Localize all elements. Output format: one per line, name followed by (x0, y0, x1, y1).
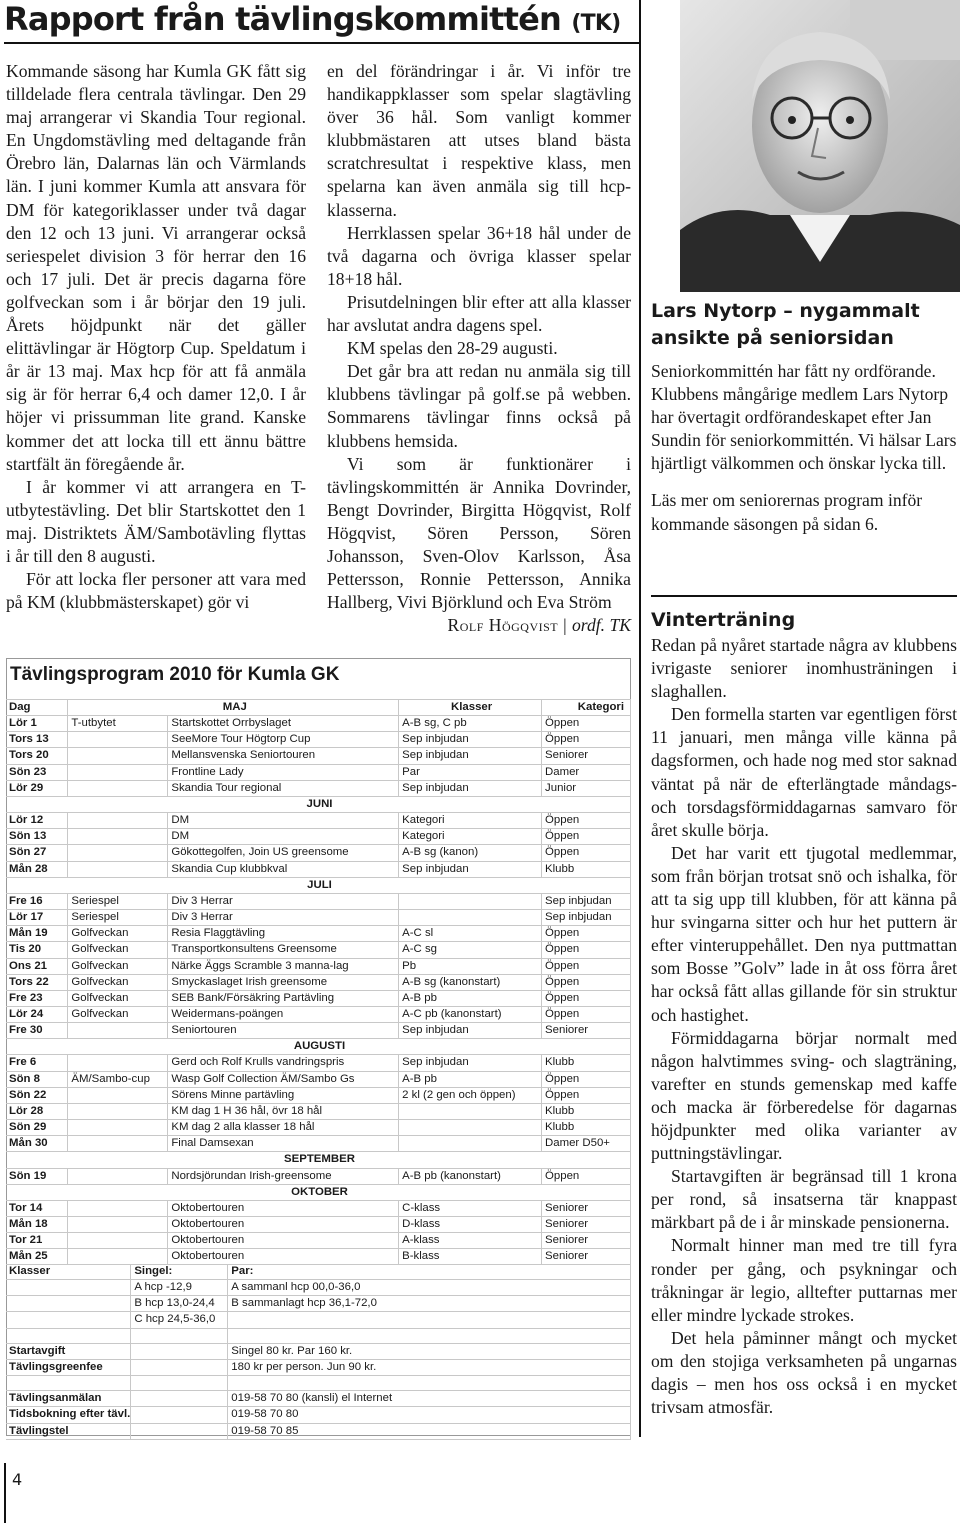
table-cell: Sep inbjudan (399, 1055, 542, 1071)
table-cell (68, 1217, 168, 1233)
table-cell: Sep inbjudan (542, 910, 631, 926)
table-cell (68, 1120, 168, 1136)
table-row (6, 861, 631, 877)
table-cell (68, 845, 168, 861)
table-row (6, 1168, 631, 1184)
article-paragraph: Prisutdelningen blir efter att alla klasser har avslutat andra dagens spel. (327, 291, 631, 336)
table-row (6, 1023, 631, 1039)
table-cell: Tor 21 (6, 1233, 68, 1249)
table-cell (68, 861, 168, 877)
sidebar-rule (651, 595, 957, 597)
table-row (6, 974, 631, 990)
table-cell: Golfveckan (68, 958, 168, 974)
table-cell: Oktobertouren (168, 1249, 399, 1265)
table-cell: Sön 22 (6, 1087, 68, 1103)
winter-paragraph: Den formella starten var egentligen först 11 januari, men många ville känna på dagsformen, och hade nog med stor saknad väntat på när de efterlängtade måndags- och torsdagsförmiddagarnas samvaro för året skulle börja. (651, 704, 957, 840)
program-info-table (6, 1264, 631, 1440)
article-paragraph: I år kommer vi att arrangera en T-utbytestävling. Det blir Startskottet den 1 maj. Distriktets ÄM/Sambotävling flyttas i år till den 8 augusti. (6, 476, 306, 566)
table-cell: Sön 13 (6, 829, 68, 845)
table-cell: Startskottet Orrbyslaget (168, 716, 399, 732)
info-cell (131, 1376, 228, 1391)
table-cell: Damer (542, 764, 631, 780)
month-row (6, 1184, 631, 1200)
info-cell (6, 1376, 131, 1391)
table-cell: Resia Flaggtävling (168, 926, 399, 942)
title-tag: (TK) (571, 11, 621, 36)
table-cell: Kategori (399, 813, 542, 829)
table-cell: Sön 8 (6, 1071, 68, 1087)
table-cell: Tors 13 (6, 732, 68, 748)
column-header: Klasser (399, 700, 542, 716)
info-row (6, 1328, 631, 1343)
table-cell: Pb (399, 958, 542, 974)
portrait-illustration (680, 0, 960, 292)
table-cell: Klubb (542, 861, 631, 877)
table-cell: Närke Äggs Scramble 3 manna-lag (168, 958, 399, 974)
table-cell: Seriespel (68, 910, 168, 926)
table-cell: Damer D50+ (542, 1136, 631, 1152)
info-cell: B sammanlagt hcp 36,1-72,0 (228, 1296, 631, 1312)
info-row (6, 1264, 631, 1280)
table-row (6, 1136, 631, 1152)
info-cell: Klasser (6, 1264, 131, 1280)
table-cell: Sep inbjudan (399, 732, 542, 748)
table-row (6, 764, 631, 780)
table-cell: Tors 22 (6, 974, 68, 990)
table-cell: Golfveckan (68, 990, 168, 1006)
table-cell: Öppen (542, 829, 631, 845)
table-cell (68, 1023, 168, 1039)
month-label: AUGUSTI (6, 1039, 631, 1055)
column-header: MAJ (68, 700, 399, 716)
table-cell: Lör 28 (6, 1103, 68, 1119)
table-row (6, 716, 631, 732)
table-cell: 2 kl (2 gen och öppen) (399, 1087, 542, 1103)
table-cell: Öppen (542, 845, 631, 861)
table-cell: A-klass (399, 1233, 542, 1249)
signature-name: Rolf Högqvist (447, 615, 559, 636)
senior-heading: Lars Nytorp – nygammalt ansikte på seniorsidan (651, 300, 920, 349)
table-cell (399, 1103, 542, 1119)
table-cell (68, 813, 168, 829)
table-cell: Weidermans-poängen (168, 1006, 399, 1022)
info-row (6, 1376, 631, 1391)
info-cell (6, 1328, 131, 1343)
table-row (6, 1087, 631, 1103)
info-cell (228, 1328, 631, 1343)
table-cell: A-B pb (399, 990, 542, 1006)
table-cell: DM (168, 829, 399, 845)
table-cell: Golfveckan (68, 1006, 168, 1022)
table-cell: SeeMore Tour Högtorp Cup (168, 732, 399, 748)
table-row (6, 958, 631, 974)
table-cell: Kategori (399, 829, 542, 845)
table-cell: KM dag 1 H 36 hål, övr 18 hål (168, 1103, 399, 1119)
info-cell: Tävlingsanmälan (6, 1391, 131, 1407)
table-cell: Öppen (542, 1071, 631, 1087)
program-title: Tävlingsprogram 2010 för Kumla GK (10, 664, 340, 685)
table-cell: Seriespel (68, 893, 168, 909)
info-cell: Tidsbokning efter tävl. (6, 1407, 131, 1423)
table-cell (68, 1136, 168, 1152)
table-cell: Klubb (542, 1103, 631, 1119)
table-cell (68, 1249, 168, 1265)
table-cell: Div 3 Herrar (168, 910, 399, 926)
senior-paragraph: Seniorkommittén har fått ny ordförande. Klubbens mångårige medlem Lars Nytorp har övertagit ordförandeskapet efter Jan Sundin för seniorkommittén. Vi hälsar Lars hjärtligt välkommen och önskar lycka till. (651, 361, 957, 474)
page-number: 4 (12, 1470, 23, 1489)
article-paragraph: KM spelas den 28-29 augusti. (347, 338, 558, 359)
table-cell: Oktobertouren (168, 1200, 399, 1216)
winter-paragraph: Normalt hinner man med tre till fyra ronder per gång, och psykningar och tråkningar är legio, alltefter puttarnas mer eller mindre lyckade strokes. (651, 1235, 957, 1325)
table-cell: Sörens Minne partävling (168, 1087, 399, 1103)
table-cell: Transportkonsultens Greensome (168, 942, 399, 958)
table-cell: C-klass (399, 1200, 542, 1216)
senior-text (651, 360, 957, 536)
month-row (6, 1152, 631, 1168)
table-cell: ÄM/Sambo-cup (68, 1071, 168, 1087)
table-cell (68, 764, 168, 780)
table-cell: Sön 19 (6, 1168, 68, 1184)
table-cell: A-C sg (399, 942, 542, 958)
table-row (6, 1071, 631, 1087)
info-cell: A hcp -12,9 (131, 1280, 228, 1296)
info-cell: Tävlingsgreenfee (6, 1359, 131, 1375)
table-cell: Seniorer (542, 748, 631, 764)
table-row (6, 845, 631, 861)
table-cell: A-B pb (399, 1071, 542, 1087)
article-paragraph: Det går bra att redan nu anmäla sig till klubbens tävlingar på golf.se på webben. Sommarens tävlingar finns också på klubbens hemsida. (327, 361, 631, 451)
winter-paragraph: Det har varit ett tjugotal medlemmar, som från början trotsat snö och ishalka, för att ta sig upp till klubben, för att känna på hur svingarna sitter och hur het puttern är efter vinteruppehållet. Den nya puttmattan som Bosse ”Golv” lade in åt oss förra året har också fått allas gillande för sin struktur och hastighet. (651, 842, 957, 1025)
table-cell: Skandia Cup klubbkval (168, 861, 399, 877)
table-cell: Tis 20 (6, 942, 68, 958)
article-paragraph: Herrklassen spelar 36+18 hål under de två dagarna och övriga klasser spelar 18+18 hål. (327, 222, 631, 289)
month-row (6, 1039, 631, 1055)
table-cell (68, 748, 168, 764)
headline-rule (4, 42, 640, 44)
table-cell: Golfveckan (68, 926, 168, 942)
table-cell: Mån 25 (6, 1249, 68, 1265)
table-cell: Öppen (542, 813, 631, 829)
table-cell: Oktobertouren (168, 1233, 399, 1249)
info-cell: Singel 80 kr. Par 160 kr. (228, 1343, 631, 1359)
info-cell: A sammanl hcp 00,0-36,0 (228, 1280, 631, 1296)
info-cell (131, 1423, 228, 1439)
winter-section (651, 607, 957, 1419)
winter-paragraph: Det hela påminner mångt och mycket om den stojiga verksamheten på ungarnas dagis – men hos oss också i en mycket trivsam atmosfär. (651, 1327, 957, 1418)
info-cell: Tävlingstel (6, 1423, 131, 1439)
program-table (6, 699, 631, 1265)
month-label: SEPTEMBER (6, 1152, 631, 1168)
footer-rule (4, 1463, 6, 1523)
info-cell (228, 1376, 631, 1391)
table-cell: KM dag 2 alla klasser 18 hål (168, 1120, 399, 1136)
table-cell: Sön 29 (6, 1120, 68, 1136)
table-cell: Mån 28 (6, 861, 68, 877)
table-cell (399, 910, 542, 926)
table-cell: Klubb (542, 1120, 631, 1136)
table-row (6, 910, 631, 926)
table-cell (399, 1120, 542, 1136)
info-row (6, 1391, 631, 1407)
table-cell (68, 1168, 168, 1184)
table-row (6, 732, 631, 748)
table-cell: Öppen (542, 942, 631, 958)
info-cell (6, 1280, 131, 1296)
table-cell: Fre 6 (6, 1055, 68, 1071)
month-row (6, 796, 631, 812)
table-cell: Wasp Golf Collection ÄM/Sambo Gs (168, 1071, 399, 1087)
table-cell: Seniorer (542, 1217, 631, 1233)
title-text: Rapport från tävlingskommittén (4, 0, 562, 38)
info-cell (131, 1343, 228, 1359)
info-cell: 019-58 70 85 (228, 1423, 631, 1439)
info-row (6, 1423, 631, 1439)
info-cell (6, 1296, 131, 1312)
table-row (6, 780, 631, 796)
table-cell (68, 732, 168, 748)
table-cell: Seniorer (542, 1200, 631, 1216)
info-cell (131, 1407, 228, 1423)
table-cell: Div 3 Herrar (168, 893, 399, 909)
table-cell: Öppen (542, 926, 631, 942)
table-cell: Öppen (542, 732, 631, 748)
table-cell: Mån 19 (6, 926, 68, 942)
table-cell: Sep inbjudan (399, 1023, 542, 1039)
table-cell: A-B sg, C pb (399, 716, 542, 732)
portrait-photo (680, 0, 960, 292)
table-cell: Skandia Tour regional (168, 780, 399, 796)
table-cell: Mån 30 (6, 1136, 68, 1152)
table-cell: A-B pb (kanonstart) (399, 1168, 542, 1184)
info-cell: 019-58 70 80 (228, 1407, 631, 1423)
table-row (6, 1233, 631, 1249)
info-cell (131, 1328, 228, 1343)
info-cell: Singel: (131, 1264, 228, 1280)
table-row (6, 990, 631, 1006)
table-cell: Seniortouren (168, 1023, 399, 1039)
winter-text (651, 634, 957, 1419)
table-cell: Seniorer (542, 1249, 631, 1265)
info-row (6, 1280, 631, 1296)
table-cell: Final Damsexan (168, 1136, 399, 1152)
article-paragraph: en del förändringar i år. Vi inför tre handikappklasser som spelar slagtävling över 36 hål. Som vanligt kommer klubbmästaren att utses bland bästa scratchresultat i respektive klass, men spelarna kan även anmäla sig till hcp-klasserna. (327, 61, 631, 220)
column-header: Dag (6, 700, 68, 716)
table-cell: Sep inbjudan (542, 893, 631, 909)
info-cell (131, 1359, 228, 1375)
article-column-1 (6, 60, 306, 614)
table-cell: Mellansvenska Seniortouren (168, 748, 399, 764)
table-cell: A-B sg (kanon) (399, 845, 542, 861)
table-cell: Nordsjörundan Irish-greensome (168, 1168, 399, 1184)
table-cell: SEB Bank/Försäkring Partävling (168, 990, 399, 1006)
table-cell: Sep inbjudan (399, 861, 542, 877)
info-cell: B hcp 13,0-24,4 (131, 1296, 228, 1312)
month-label: JULI (6, 877, 631, 893)
info-cell: Par: (228, 1264, 631, 1280)
table-cell (68, 1200, 168, 1216)
info-row (6, 1343, 631, 1359)
table-cell (399, 1136, 542, 1152)
table-row (6, 1200, 631, 1216)
table-cell: Frontline Lady (168, 764, 399, 780)
table-cell: Golfveckan (68, 974, 168, 990)
info-row (6, 1359, 631, 1375)
table-row (6, 813, 631, 829)
table-cell: Lör 29 (6, 780, 68, 796)
info-cell (228, 1312, 631, 1328)
signature-separator: | (563, 615, 568, 636)
table-cell: Gökottegolfen, Join US greensome (168, 845, 399, 861)
month-row (6, 877, 631, 893)
table-cell: Öppen (542, 990, 631, 1006)
table-cell: DM (168, 813, 399, 829)
program-header-row (6, 700, 631, 716)
table-cell: Lör 1 (6, 716, 68, 732)
month-label: OKTOBER (6, 1184, 631, 1200)
winter-paragraph: Startavgiften är begränsad till 1 krona per rond, så insatserna tär knappast märkbart på de i år minskade pensionerna. (651, 1166, 957, 1233)
month-label: JUNI (6, 796, 631, 812)
table-cell (68, 1055, 168, 1071)
senior-paragraph: Läs mer om seniorernas program inför kommande säsongen på sidan 6. (651, 490, 923, 534)
info-cell: 180 kr per person. Jun 90 kr. (228, 1359, 631, 1375)
info-row (6, 1296, 631, 1312)
table-cell: Par (399, 764, 542, 780)
table-cell: A-B sg (kanonstart) (399, 974, 542, 990)
table-cell: Gerd och Rolf Krulls vandringspris (168, 1055, 399, 1071)
column-header: Kategori (542, 700, 631, 716)
table-cell: A-C sl (399, 926, 542, 942)
table-cell: Öppen (542, 1168, 631, 1184)
table-cell: Lör 17 (6, 910, 68, 926)
table-cell: Sep inbjudan (399, 780, 542, 796)
table-cell: Öppen (542, 974, 631, 990)
winter-heading: Vinterträning (651, 609, 796, 631)
table-row (6, 1217, 631, 1233)
table-cell: Fre 23 (6, 990, 68, 1006)
signature-role: ordf. TK (572, 615, 631, 636)
info-cell: 019-58 70 80 (kansli) el Internet (228, 1391, 631, 1407)
table-row (6, 1055, 631, 1071)
winter-paragraph: Redan på nyåret startade några av klubbens ivrigaste seniorer inomhusträningen i slaghallen. (651, 635, 957, 702)
table-cell: Fre 16 (6, 893, 68, 909)
table-cell: Lör 12 (6, 813, 68, 829)
article-paragraph: För att locka fler personer att vara med på KM (klubbmästerskapet) gör vi (6, 569, 306, 613)
table-row (6, 926, 631, 942)
table-cell: Mån 18 (6, 1217, 68, 1233)
table-cell: Tors 20 (6, 748, 68, 764)
info-cell (131, 1391, 228, 1407)
table-cell: Öppen (542, 716, 631, 732)
table-cell: Öppen (542, 958, 631, 974)
senior-section (651, 298, 957, 536)
table-row (6, 893, 631, 909)
table-cell (68, 1087, 168, 1103)
page-title (4, 0, 620, 43)
table-cell: Sön 23 (6, 764, 68, 780)
table-row (6, 1249, 631, 1265)
table-cell: Golfveckan (68, 942, 168, 958)
table-cell: Seniorer (542, 1023, 631, 1039)
table-cell: Seniorer (542, 1233, 631, 1249)
table-cell: Öppen (542, 1087, 631, 1103)
table-row (6, 829, 631, 845)
table-cell: Öppen (542, 1006, 631, 1022)
table-cell (68, 829, 168, 845)
table-cell: Fre 30 (6, 1023, 68, 1039)
table-row (6, 1103, 631, 1119)
article-paragraph: Vi som är funktionärer i tävlingskommittén är Annika Dovrinder, Bengt Dovrinder, Birgitta Högqvist, Rolf Högqvist, Sören Persson, Sören Johansson, Sven-Olov Karlsson, Åsa Pettersson, Ronnie Pettersson, Annika Hallberg, Vivi Björklund och Eva Ström (327, 453, 631, 613)
table-cell: Oktobertouren (168, 1217, 399, 1233)
info-row (6, 1312, 631, 1328)
table-cell (68, 780, 168, 796)
table-row (6, 942, 631, 958)
table-cell (68, 1233, 168, 1249)
table-row (6, 748, 631, 764)
info-row (6, 1407, 631, 1423)
table-cell: D-klass (399, 1217, 542, 1233)
table-cell: Sön 27 (6, 845, 68, 861)
info-cell (6, 1312, 131, 1328)
table-cell: Smyckaslaget Irish greensome (168, 974, 399, 990)
table-cell: B-klass (399, 1249, 542, 1265)
table-cell: Sep inbjudan (399, 748, 542, 764)
info-cell: C hcp 24,5-36,0 (131, 1312, 228, 1328)
table-cell: Klubb (542, 1055, 631, 1071)
table-row (6, 1006, 631, 1022)
table-row (6, 1120, 631, 1136)
winter-paragraph: Förmiddagarna börjar normalt med någon halvtimmes sving- och slagträning, varefter en stunds gemenskap med kaffe och macka är förberedelse för dagarnas höjdpunkter med olika varianter av puttningstävlingar. (651, 1027, 957, 1164)
info-cell: Startavgift (6, 1343, 131, 1359)
column-rule (639, 0, 641, 1437)
table-cell: Junior (542, 780, 631, 796)
signature (327, 614, 631, 637)
table-cell (68, 1103, 168, 1119)
table-cell: A-C pb (kanonstart) (399, 1006, 542, 1022)
article-paragraph: Kommande säsong har Kumla GK fått sig tilldelade flera centrala tävlingar. Den 29 maj arrangerar vi Skandia Tour regional. En Ungdomstävling med deltagande från Örebro län, Dalarnas län och Värmlands län. I juni kommer Kumla att ansvara för DM för kategoriklasser under två dagar den 12 och 13 juni. Vi arrangerar också seriespelet division 3 för herrar den 16 och 17 juli. Det är precis dagarna före golfveckan som i år börjar den 19 juli. Årets höjdpunkt när det gäller elittävlingar är Högtorp Cup. Speldatum i år är 13 maj. Max hcp för att få anmäla sig är för herrar 6,4 och damer 12,0. I år höjer vi prissumman lite grand. Kanske kommer det att locka till ett ännu bättre startfält än föregående år. (6, 61, 306, 474)
table-cell (399, 893, 542, 909)
article-column-2 (327, 60, 631, 637)
table-cell: Tor 14 (6, 1200, 68, 1216)
table-cell: Lör 24 (6, 1006, 68, 1022)
table-cell: Ons 21 (6, 958, 68, 974)
table-cell: T-utbytet (68, 716, 168, 732)
